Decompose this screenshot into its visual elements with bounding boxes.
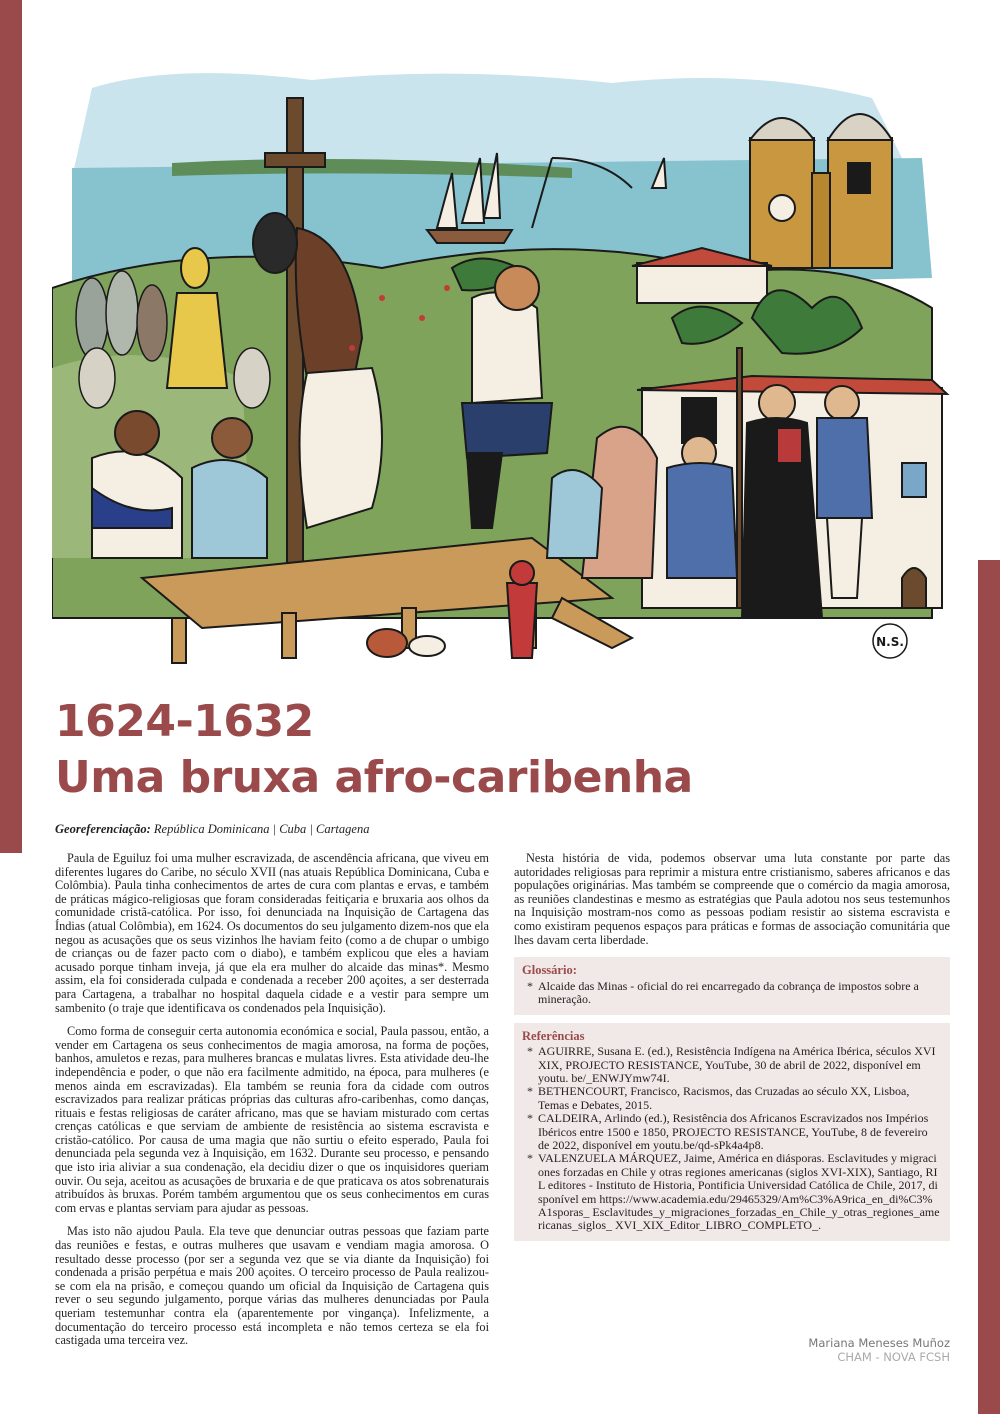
left-column: [55, 852, 489, 1358]
glossary-item: * Alcaide das Minas - oficial do rei encarregado da cobrança de impostos sobre a mineração.: [538, 980, 940, 1007]
body-paragraph: Nesta história de vida, podemos observar uma luta constante por parte das autoridades religiosas para reprimir a mistura entre cristianismo, saberes africanos e das populações originárias. Mas também se compreende que o comércio da magia amorosa, as reuniões clandestinas e mesmo as estratégias que Paula adotou nos seus testemunhos na Inquisição mostram-nos como as pessoas podiam resistir ao sistema escravista e como existiram pequenos espaços para práticas e formas de associação comunitária que lhes davam certa liberdade.: [514, 851, 950, 947]
glossary-box: [514, 957, 950, 1014]
author-institution: CHAM - NOVA FCSH: [837, 1350, 950, 1364]
title-date-range: 1624-1632: [55, 696, 314, 747]
title-text: Uma bruxa afro-caribenha: [55, 752, 693, 803]
georef-label: Georeferenciação:: [55, 822, 151, 836]
right-column: [514, 852, 950, 1241]
body-paragraph: Mas isto não ajudou Paula. Ela teve que denunciar outras pessoas que faziam parte das reuniões e festas, e outras mulheres que usavam e vendiam magia amorosa. O resultado desse processo (por ser a segunda vez que se via diante da Inquisição) foi condenada a prisão perpétua e mais 200 açoites. O terceiro processo de Paula realizou-se com ela na prisão, e começou quando um oficial da Inquisição de Cartagena quis rever o seu segundo julgamento, porque várias das mulheres denunciadas por Paula queriam testemunhar contra ela (aparentemente por vingança). Infelizmente, a documentação do terceiro processo está incompleta e não temos certeza se ela foi castigada uma terceira vez.: [55, 1224, 489, 1348]
right-accent-bar: [978, 560, 1000, 1414]
page-title: [55, 694, 935, 806]
illustrator-signature: N.S.: [876, 635, 904, 649]
illustration-witch-trial: [52, 58, 952, 676]
georef-places: República Dominicana | Cuba | Cartagena: [153, 822, 370, 836]
reference-item: * CALDEIRA, Arlindo (ed.), Resistência dos Africanos Escravizados nos Impérios Ibéricos entre 1500 e 1850, PROJECTO RESISTANCE, YouTube, 8 de fevereiro de 2022, disponível em youtu.be/qd-sPk4a4p8.: [538, 1112, 940, 1152]
references-box: [514, 1023, 950, 1241]
reference-item: * VALENZUELA MÁRQUEZ, Jaime, América en diásporas. Esclavitudes y migraciones forzadas en Chile y otras regiones americanas (siglos XVI-XIX), Santiago, RIL editores - Instituto de Historia, Pontificia Universidad Católica de Chile, 2017, disponível em https://www.academia.edu/29465329/Am%C3%A9rica_en_di%C3%A1sporas_ Esclavitudes_y_migraciones_forzadas_en_Chile_y_otras_regiones_americanas_siglos_ XVI_XIX_Editor_LIBRO_COMPLETO_.: [538, 1152, 940, 1232]
body-paragraph: Paula de Eguiluz foi uma mulher escravizada, de ascendência africana, que viveu em diferentes lugares do Caribe, no século XVII (nas atuais República Dominicana, Cuba e Colômbia). Paula tinha conhecimentos de artes de cura com plantas e ervas, e também de práticas mágico-religiosas que foram consideradas feitiçaria e bruxaria aos olhos da comunidade cristã-católica. Por isso, foi denunciada na Inquisição de Cartagena das Índias (atual Colômbia), em 1624. Os documentos do seu julgamento dizem-nos que ela negou as acusações que os seus vizinhos lhe haviam feito (como a de chupar o umbigo de crianças ou de fazer pacto com o diabo), e também explicou que eles a haviam acusado porque tinham inveja, já que ela era mulher do alcaide das minas*. Mesmo assim, ela foi considerada culpada e condenada a receber 200 açoites, a ser desterrada para Cartagena, a trabalhar no hospital daquela cidade e a vestir para sempre um sambenito (o traje que identificava os condenados pela Inquisição).: [55, 851, 489, 1015]
reference-item: * BETHENCOURT, Francisco, Racismos, das Cruzadas ao século XX, Lisboa, Temas e Debates, 2015.: [538, 1085, 940, 1112]
author-credit: [808, 1336, 950, 1364]
body-paragraph: Como forma de conseguir certa autonomia económica e social, Paula passou, então, a vender em Cartagena os seus conhecimentos de magia amorosa, na forma de poções, banhos, amuletos e rezas, para mulheres brancas e mulatas livres. Esta atividade deu-lhe independência e poder, o que não era facilmente admitido, na época, para mulheres (e menos ainda em escravizadas). Ela também se reunia fora da cidade com outros escravizados para realizar práticas próprias das culturas afro-caribenhas, como danças, rituais e festas religiosas de caráter africano, mas que se haviam misturado com certas crenças católicas e que serviam de ambiente de resistência ao sistema escravista e cristão-católico. Por causa de uma magia que não surtiu o efeito esperado, Paula foi denunciada pela segunda vez à Inquisição, em 1632. Durante seu processo, e pensando que isto iria aliviar a sua condenação, ela decidiu dizer o que os inquisidores queriam ouvir. Ou seja, aceitou as acusações de bruxaria e de que praticava os atos sobrenaturais atribuídos às bruxas. Porém também argumentou que os seus conhecimentos em curas com ervas e plantas serviam para ajudar as pessoas.: [55, 1024, 489, 1215]
author-name: Mariana Meneses Muñoz: [808, 1336, 950, 1350]
reference-item: * AGUIRRE, Susana E. (ed.), Resistência Indígena na América Ibérica, séculos XVI XIX, PROJECTO RESISTANCE, YouTube, 30 de abril de 2022, disponível em youtu. be/_ENWJYmw74I.: [538, 1045, 940, 1085]
left-accent-bar: [0, 0, 22, 853]
glossary-heading: Glossário:: [522, 963, 577, 978]
georeference-line: [55, 822, 369, 837]
references-heading: Referências: [522, 1028, 585, 1043]
